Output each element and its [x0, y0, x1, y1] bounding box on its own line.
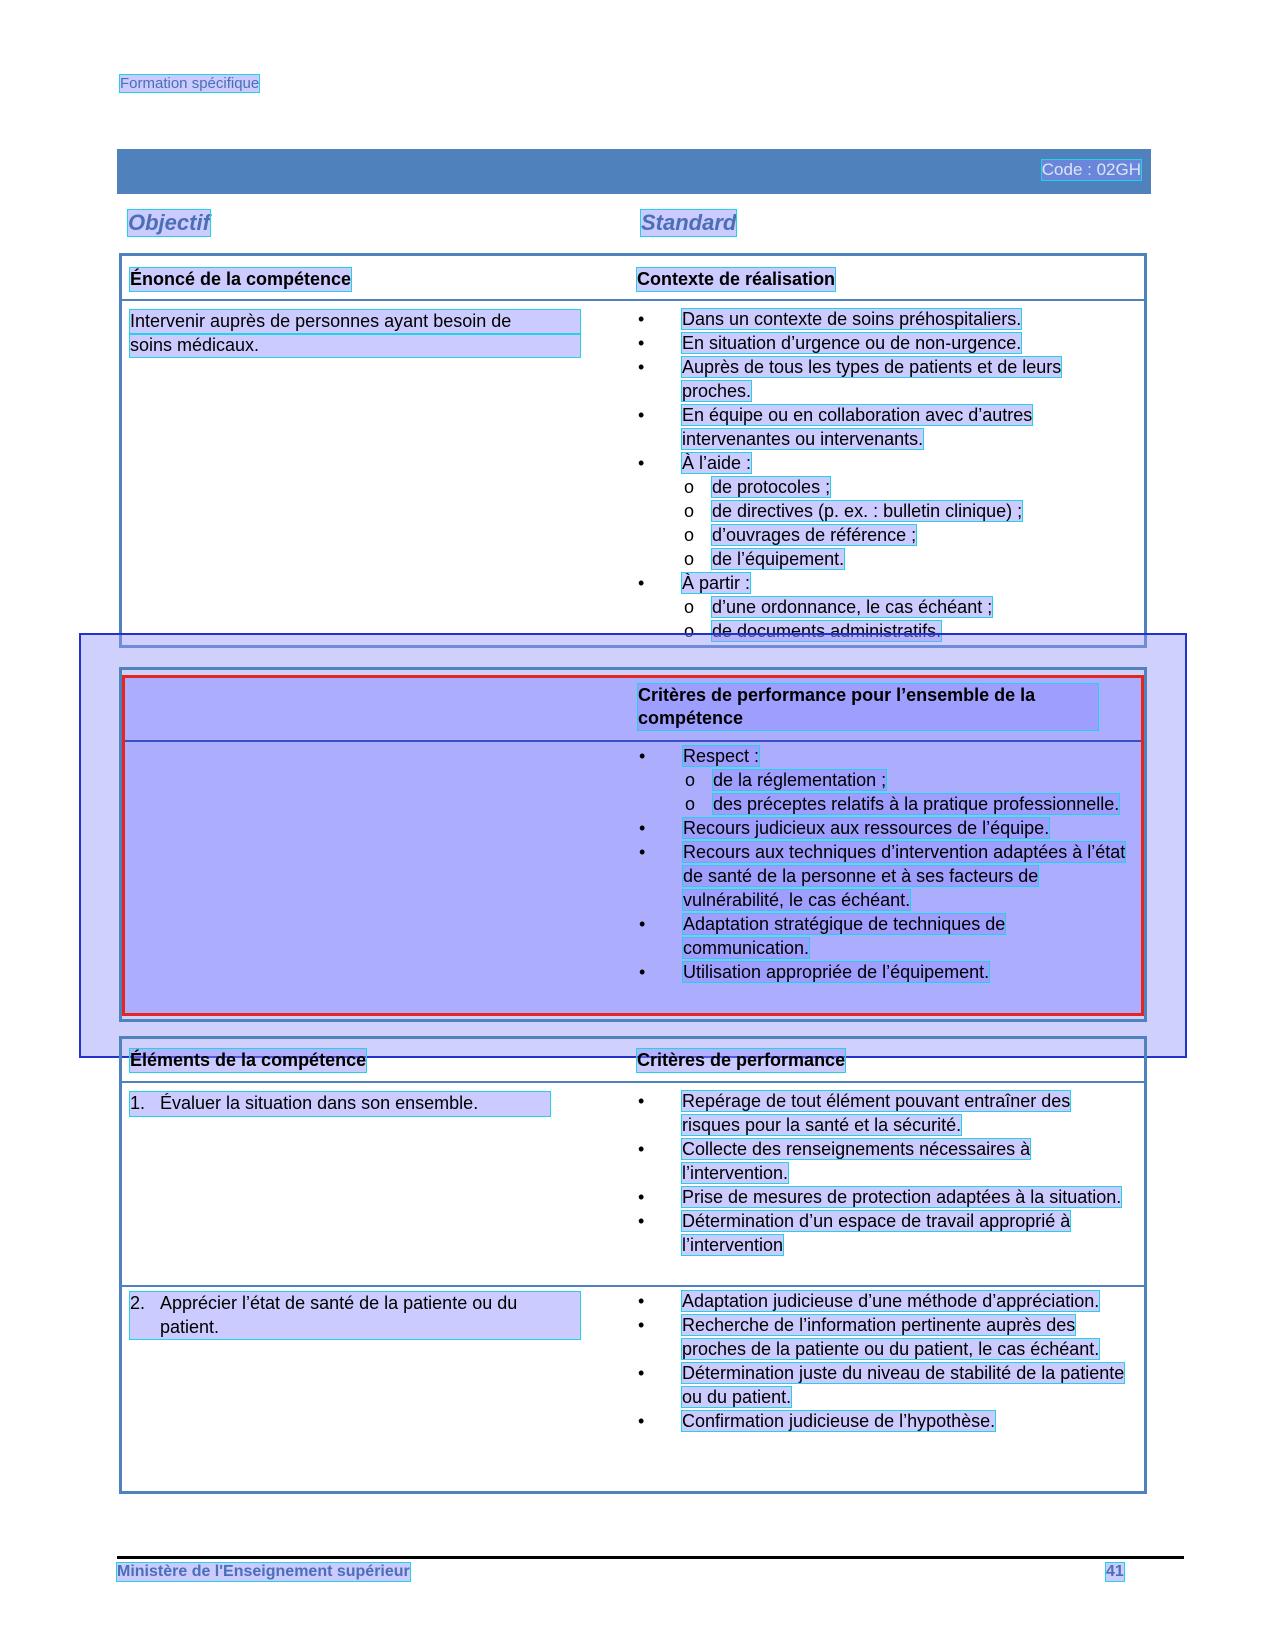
list-item: • En équipe ou en collaboration avec d’autres intervenantes ou intervenants.: [638, 405, 1033, 449]
circle-bullet-icon: o: [684, 477, 695, 497]
sub-list: [683, 768, 1128, 816]
context-header: Contexte de réalisation: [637, 269, 836, 289]
sub-list-item: o de documents administratifs.: [684, 621, 942, 641]
course-code: Code : 02GH: [1041, 160, 1141, 179]
circle-bullet-icon: o: [684, 621, 695, 641]
bullet-icon: •: [638, 573, 645, 593]
column-title-standard: Standard: [641, 210, 737, 235]
list-item: • Utilisation appropriée de l’équipement.: [639, 962, 990, 982]
list-item: • Collecte des renseignements nécessaires à l’intervention.: [638, 1139, 1031, 1183]
circle-bullet-icon: o: [684, 597, 695, 617]
sub-list-item: o des préceptes relatifs à la pratique professionnelle.: [685, 794, 1120, 814]
list-item: • En situation d’urgence ou de non-urgence.: [638, 333, 1022, 353]
criteria-list-2: [637, 1289, 1127, 1433]
element-number: 2.: [130, 1293, 146, 1313]
list-item: • Dans un contexte de soins préhospitaliers.: [638, 309, 1022, 329]
bullet-icon: •: [638, 1363, 645, 1383]
highlight-frame: [122, 675, 1144, 1016]
list-item: • Recours judicieux aux ressources de l’équipe.: [639, 818, 1050, 838]
bullet-icon: •: [638, 309, 645, 329]
competence-table: [119, 253, 1147, 648]
element-2: 2. Apprécier l’état de santé de la patiente ou du patient.: [130, 1292, 580, 1339]
overall-criteria-header: Critères de performance pour l’ensemble de la compétence: [638, 684, 1098, 730]
row-divider: [122, 1285, 1144, 1287]
element-1: 1. Évaluer la situation dans son ensemble.: [130, 1092, 550, 1116]
bullet-icon: •: [639, 842, 646, 862]
bullet-icon: •: [639, 746, 646, 766]
list-item: • Détermination d’un espace de travail approprié à l’intervention: [638, 1211, 1071, 1255]
circle-bullet-icon: o: [684, 525, 695, 545]
list-item: • Détermination juste du niveau de stabilité de la patiente ou du patient.: [638, 1363, 1125, 1407]
sub-list-item: o d’une ordonnance, le cas échéant ;: [684, 597, 993, 617]
elements-header: Éléments de la compétence: [130, 1050, 367, 1070]
page-number: 41: [1106, 1563, 1124, 1580]
circle-bullet-icon: o: [685, 794, 696, 814]
circle-bullet-icon: o: [684, 501, 695, 521]
list-item: • À partir : o d’une ordonnance, le cas échéant ; o de documents administratifs.: [637, 571, 1127, 643]
sub-list-item: o de l’équipement.: [684, 549, 845, 569]
sub-list-item: o de directives (p. ex. : bulletin clinique) ;: [684, 501, 1023, 521]
bullet-icon: •: [638, 1411, 645, 1431]
sub-list-item: o de protocoles ;: [684, 477, 831, 497]
bullet-icon: •: [639, 914, 646, 934]
bullet-icon: •: [638, 405, 645, 425]
elements-table: [119, 1036, 1147, 1494]
list-item: • Prise de mesures de protection adaptées à la situation.: [638, 1187, 1122, 1207]
footer-ministry: Ministère de l'Enseignement supérieur: [117, 1563, 410, 1580]
circle-bullet-icon: o: [684, 549, 695, 569]
list-item: • Recours aux techniques d’intervention adaptées à l’état de santé de la personne et à ses facteurs de vulnérabilité, le cas échéant.: [639, 842, 1126, 910]
bullet-icon: •: [639, 818, 646, 838]
bullet-icon: •: [638, 333, 645, 353]
list-item: • Auprès de tous les types de patients et de leurs proches.: [638, 357, 1062, 401]
bullet-icon: •: [638, 1187, 645, 1207]
footer-rule: [117, 1556, 1184, 1559]
bullet-icon: •: [638, 1291, 645, 1311]
sub-list-item: o d’ouvrages de référence ;: [684, 525, 917, 545]
header-divider: [122, 1081, 1144, 1083]
list-item: • Recherche de l’information pertinente auprès des proches de la patiente ou du patient, le cas échéant.: [638, 1315, 1100, 1359]
column-title-objectif: Objectif: [128, 210, 210, 235]
bullet-icon: •: [638, 1139, 645, 1159]
bullet-icon: •: [638, 1091, 645, 1111]
list-item: • Adaptation stratégique de techniques de communication.: [639, 914, 1006, 958]
overall-criteria-list: [638, 744, 1128, 984]
header-divider: [122, 299, 1144, 301]
sub-list: [682, 475, 1127, 571]
context-list: [637, 307, 1127, 643]
list-item: • À l’aide : o de protocoles ; o de directives (p. ex. : bulletin clinique) ; o d’ouvrages de référence ; o de l’équipement.: [637, 451, 1127, 571]
criteria-header: Critères de performance: [637, 1050, 846, 1070]
criteria-list-1: [637, 1089, 1127, 1257]
circle-bullet-icon: o: [685, 770, 696, 790]
list-item: • Repérage de tout élément pouvant entraîner des risques pour la santé et la sécurité.: [638, 1091, 1071, 1135]
bullet-icon: •: [638, 453, 645, 473]
bullet-icon: •: [638, 357, 645, 377]
header-divider: [125, 740, 1141, 742]
list-item: • Respect : o de la réglementation ; o des préceptes relatifs à la pratique professionnelle.: [638, 744, 1128, 816]
competence-statement: Intervenir auprès de personnes ayant besoin de soins médicaux.: [130, 310, 580, 357]
sub-list-item: o de la réglementation ;: [685, 770, 887, 790]
code-header-band: [117, 149, 1151, 194]
bullet-icon: •: [639, 962, 646, 982]
bullet-icon: •: [638, 1315, 645, 1335]
bullet-icon: •: [638, 1211, 645, 1231]
element-number: 1.: [130, 1093, 146, 1113]
list-item: • Adaptation judicieuse d’une méthode d’appréciation.: [638, 1291, 1100, 1311]
document-section-label: Formation spécifique: [120, 75, 260, 92]
list-item: • Confirmation judicieuse de l’hypothèse.: [638, 1411, 996, 1431]
competence-statement-header: Énoncé de la compétence: [130, 269, 352, 289]
